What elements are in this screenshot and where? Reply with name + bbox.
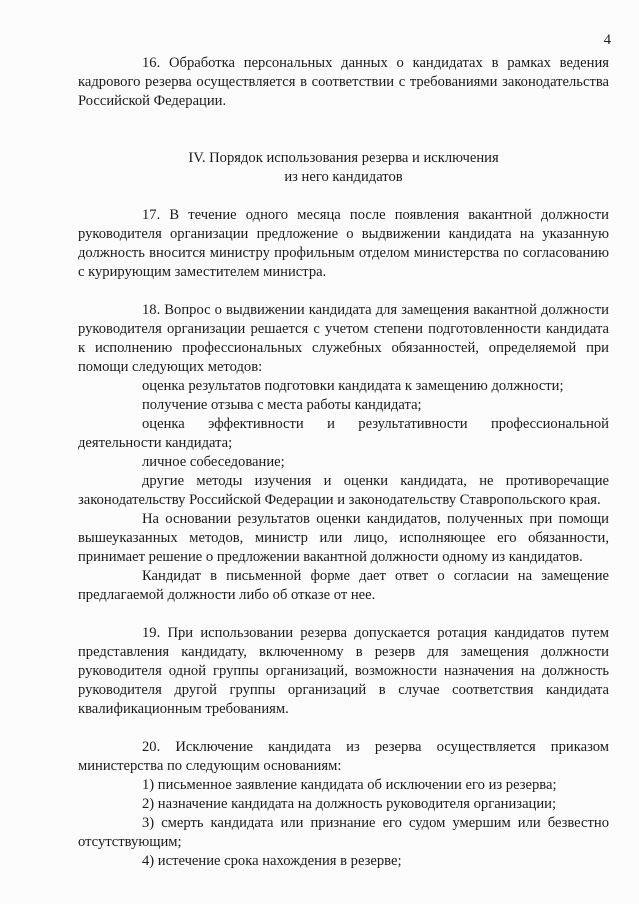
ground-item: 1) письменное заявление кандидата об исключении его из резерва;	[142, 777, 557, 793]
paragraph-18-intro: 18. Вопрос о выдвижении кандидата для замещения вакантной должности руководителя организации решается с учетом степени подготовленности кандидата к исполнению профессиональных служебных обязанностей, определяемой при помощи следующих методов:	[78, 302, 609, 375]
ground-item: 4) истечение срока нахождения в резерве;	[142, 853, 402, 869]
method-item: оценка эффективности и результативности профессиональной деятельности кандидата;	[78, 416, 609, 451]
section-heading	[78, 149, 609, 187]
paragraph-20-intro: 20. Исключение кандидата из резерва осуществляется приказом министерства по следующим основаниям:	[78, 739, 609, 774]
document-body	[78, 54, 609, 871]
paragraph-18-decision: На основании результатов оценки кандидатов, полученных при помощи вышеуказанных методов, министр или лицо, исполняющее его обязанности, принимает решение о предложении вакантной должности одному из кандидатов.	[78, 511, 609, 565]
paragraph-18-answer: Кандидат в письменной форме дает ответ о согласии на замещение предлагаемой должности либо об отказе от нее.	[78, 568, 609, 603]
paragraph-19: 19. При использовании резерва допускается ротация кандидатов путем представления кандидату, включенному в резерв для замещения должности руководителя одной группы организаций, возможности назначения на должность руководителя другой группы организаций в случае соответствия кандидата квалификационным требованиям.	[78, 625, 609, 717]
ground-item: 2) назначение кандидата на должность руководителя организации;	[142, 796, 557, 812]
section-heading-line-2: из него кандидатов	[284, 169, 403, 185]
method-item: оценка результатов подготовки кандидата к замещению должности;	[142, 378, 564, 394]
method-item: личное собеседование;	[142, 454, 285, 470]
paragraph-17: 17. В течение одного месяца после появления вакантной должности руководителя организации предложение о выдвижении кандидата на указанную должность вносится министру профильным отделом министерства по согласованию с курирующим заместителем министра.	[78, 207, 609, 280]
paragraph-16: 16. Обработка персональных данных о кандидатах в рамках ведения кадрового резерва осуществляется в соответствии с требованиями законодательства Российской Федерации.	[78, 55, 609, 109]
method-item: получение отзыва с места работы кандидата;	[142, 397, 422, 413]
ground-item: 3) смерть кандидата или признание его судом умершим или безвестно отсутствующим;	[78, 815, 609, 850]
page-number: 4	[603, 32, 611, 48]
section-heading-line-1: IV. Порядок использования резерва и исключения	[188, 150, 499, 166]
method-item: другие методы изучения и оценки кандидата, не противоречащие законодательству Российской Федерации и законодательству Ставропольского края.	[78, 473, 609, 508]
